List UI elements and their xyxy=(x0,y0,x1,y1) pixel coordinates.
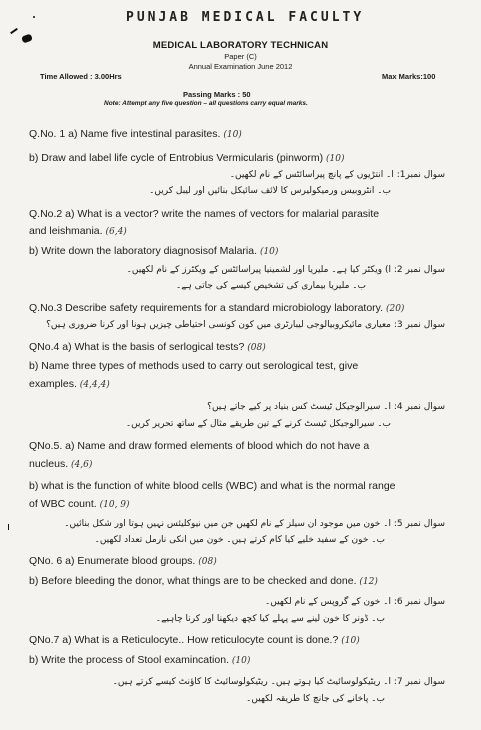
question-5a-line2: nucleus. (4,6) xyxy=(29,458,93,470)
question-5a-line1: QNo.5. a) Name and draw formed elements of blood which do not have a xyxy=(29,440,370,452)
urdu-question-3: سوال نمبر 3: معیاری مائیکروبیالوجی لیبارٹری میں کون کونسی احتیاطی چیزیں ہونا اور کرنا ضروری ہیں؟ xyxy=(46,320,445,330)
question-2a-line1: Q.No.2 a) What is a vector? write the names of vectors for malarial parasite xyxy=(29,208,380,220)
urdu-question-4a: سوال نمبر 4: ا۔ سیرالوجیکل ٹیسٹ کس بنیاد پر کیے جاتے ہیں؟ xyxy=(207,402,445,412)
urdu-question-2b: ب۔ ملیریا بیماری کی تشخیص کیسے کی جاتی ہے۔ xyxy=(175,281,366,291)
question-1b: b) Draw and label life cycle of Entrobius Vermicularis (pinworm) (10) xyxy=(29,152,345,164)
question-7b: b) Write the process of Stool examincation. (10) xyxy=(29,654,251,666)
urdu-question-1b: ب۔ انٹروبیس ورمیکولیرس کا لائف سائیکل بنائیں اور لیبل کریں۔ xyxy=(149,186,391,196)
instructions-note: Note: Attempt any five question – all questions carry equal marks. xyxy=(104,100,308,107)
marks-annotation: (6,4) xyxy=(105,227,127,237)
marks-annotation: (10) xyxy=(341,636,360,646)
marks-annotation: (12) xyxy=(359,577,378,587)
exam-title: MEDICAL LABORATORY TECHNICAN xyxy=(152,40,329,51)
marks-annotation: (10) xyxy=(223,130,242,140)
max-marks: Max Marks:100 xyxy=(382,72,436,81)
scan-dot xyxy=(8,524,9,530)
urdu-question-7a: سوال نمبر 7: ا۔ ریٹیکولوسائیٹ کیا ہوتے ہیں۔ ریٹیکولوسائیٹ کا کاؤنٹ کیسے کرتے ہیں۔ xyxy=(112,677,445,687)
exam-session: Annual Examination June 2012 xyxy=(188,62,293,71)
question-7a: QNo.7 a) What is a Reticulocyte.. How reticulocyte count is done.? (10) xyxy=(29,634,360,646)
question-4a: QNo.4 a) What is the basis of serlogical tests? (08) xyxy=(29,341,266,353)
marks-annotation: (10) xyxy=(326,154,345,164)
urdu-question-6b: ب۔ ڈونر کا خون لینے سے پہلے کیا کچھ دیکھنا اور کرنا چاہیے۔ xyxy=(155,614,385,624)
question-4b-line1: b) Name three types of methods used to carry out serological test, give xyxy=(29,360,359,372)
marks-annotation: (4,4,4) xyxy=(79,380,110,390)
scan-dot xyxy=(33,16,35,18)
urdu-question-2a: سوال نمبر 2: ا) ویکٹر کیا ہے۔ ملیریا اور لشمینیا پیراسائٹس کے ویکٹرز کے نام لکھیں۔ xyxy=(126,265,445,275)
faculty-name: PUNJAB MEDICAL FACULTY xyxy=(126,10,365,25)
marks-annotation: (10) xyxy=(259,247,279,257)
urdu-question-1a: سوال نمبر1: ا۔ انتڑیوں کے پانچ پیراسائٹس کے نام لکھیں۔ xyxy=(229,170,445,180)
scan-mark xyxy=(10,28,18,34)
marks-annotation: (08) xyxy=(247,343,266,353)
question-1a: Q.No. 1 a) Name five intestinal parasites. (10) xyxy=(29,128,242,140)
marks-annotation: (10) xyxy=(231,656,251,666)
question-5b-line2: of WBC count. (10, 9) xyxy=(29,498,130,510)
urdu-question-5a: سوال نمبر 5: ا۔ خون میں موجود ان سیلز کے نام لکھیں جن میں نیوکلیئس نہیں ہوتا اور شکل بنائیں۔ xyxy=(64,519,445,529)
marks-annotation: (10, 9) xyxy=(99,500,130,510)
question-6b: b) Before bleeding the donor, what things are to be checked and done. (12) xyxy=(29,575,378,587)
question-5b-line1: b) what is the function of white blood cells (WBC) and what is the normal range xyxy=(29,480,396,492)
urdu-question-7b: ب۔ پاخانے کی جانچ کا طریقہ لکھیں۔ xyxy=(246,694,385,704)
marks-annotation: (08) xyxy=(198,557,217,567)
question-2b: b) Write down the laboratory diagnosisof Malaria. (10) xyxy=(29,245,279,257)
passing-marks: Passing Marks : 50 xyxy=(183,90,251,99)
urdu-question-5b: ب۔ خون کے سفید خلیے کیا کام کرتے ہیں۔ خون میں انکی نارمل تعداد لکھیں۔ xyxy=(94,535,385,545)
paper-code: Paper (C) xyxy=(224,52,257,61)
question-2a-line2: and leishmania. (6,4) xyxy=(29,225,127,237)
marks-annotation: (4,6) xyxy=(71,460,93,470)
urdu-question-6a: سوال نمبر 6: ا۔ خون کے گروپس کے نام لکھیں۔ xyxy=(265,597,445,607)
time-allowed: Time Allowed : 3.00Hrs xyxy=(40,72,122,81)
urdu-question-4b: ب۔ سیرالوجیکل ٹیسٹ کرنے کے تین طریقے مثال کے ساتھ تحریر کریں۔ xyxy=(125,419,391,429)
marks-annotation: (20) xyxy=(385,304,405,314)
question-4b-line2: examples. (4,4,4) xyxy=(29,378,110,390)
question-3: Q.No.3 Describe safety requirements for a standard microbiology laboratory. (20) xyxy=(29,302,405,314)
question-6a: QNo. 6 a) Enumerate blood groups. (08) xyxy=(29,555,217,567)
